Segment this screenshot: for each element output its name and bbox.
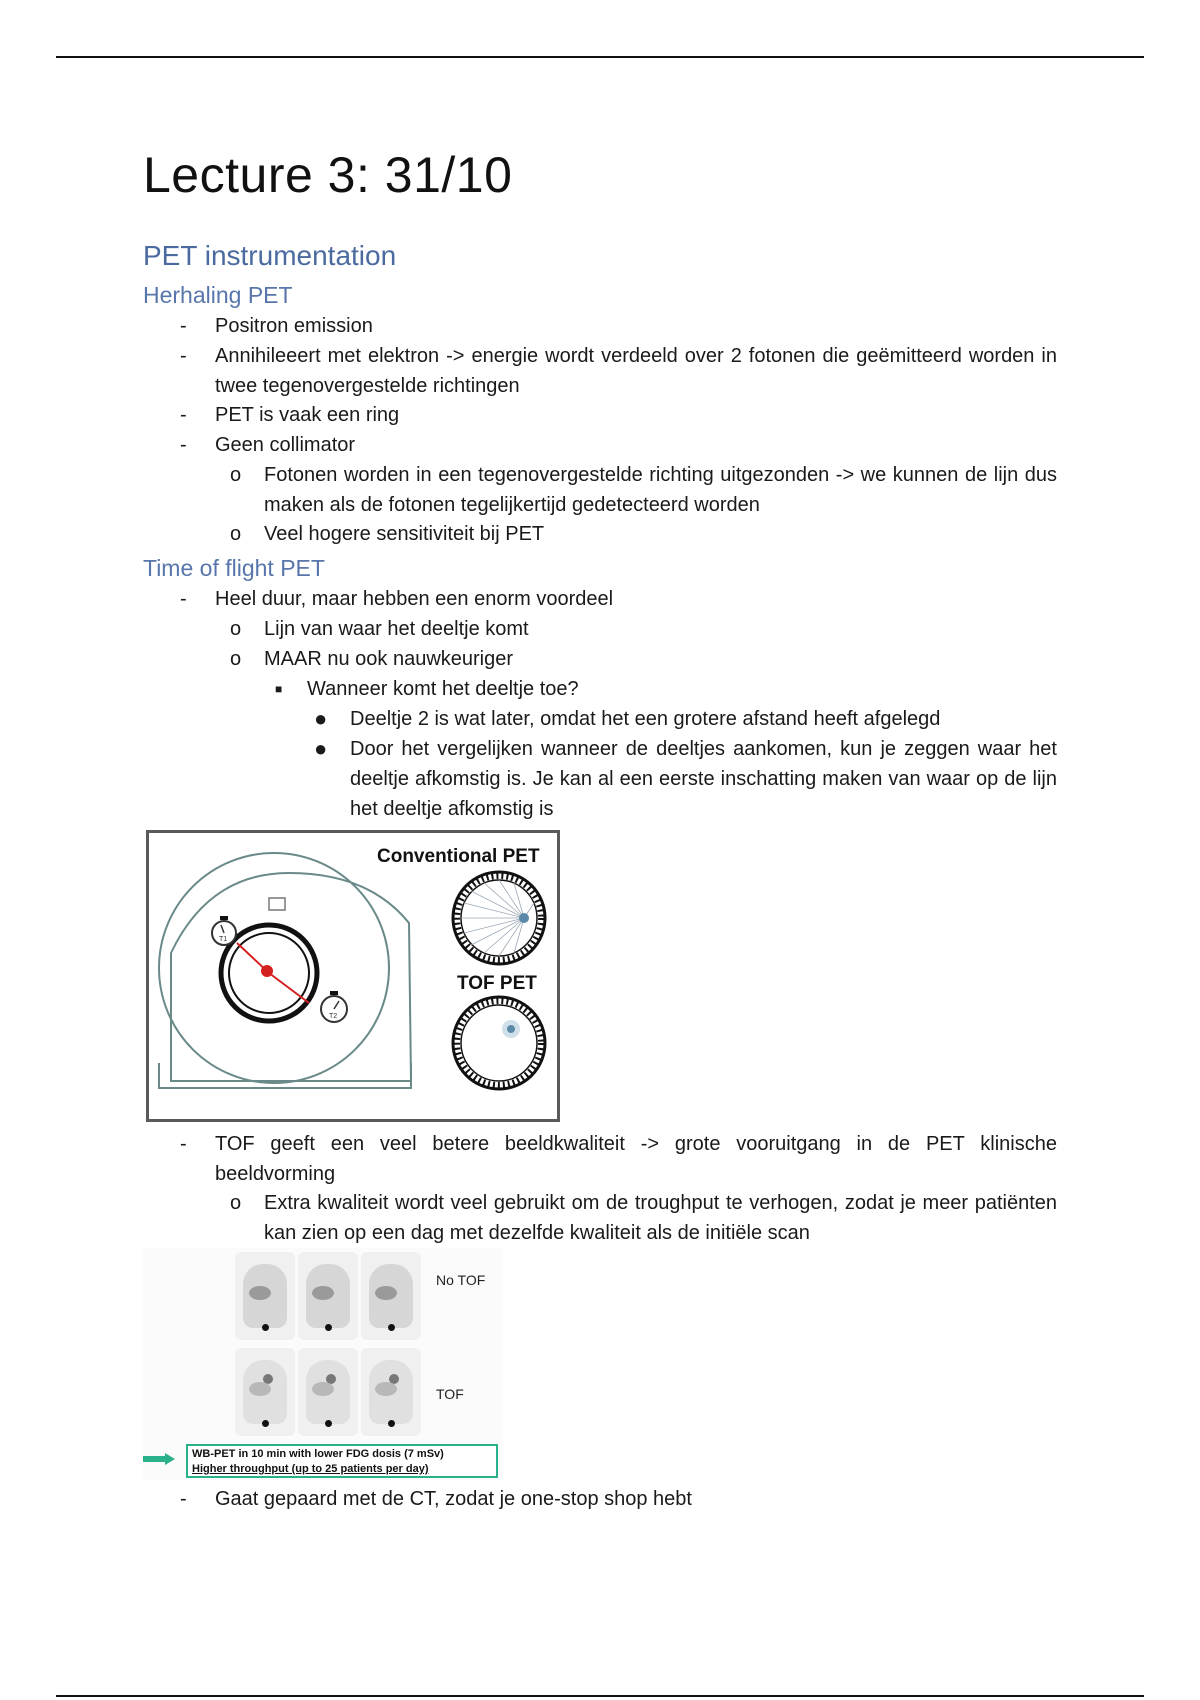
list-item: Gaat gepaard met de CT, zodat je one-stop shop hebt [215, 1488, 692, 1510]
circle-bullet: o [230, 618, 242, 640]
dash-bullet: - [180, 404, 187, 426]
caption-line-2: Higher throughput (up to 25 patients per day) [192, 1463, 429, 1475]
list-item: Door het vergelijken wanneer de deeltjes aankomen, kun je zeggen waar het deeltje afkomstig is. Je kan al een eerste inschatting maken van waar op de lijn het deeltje afkomstig is [350, 738, 1057, 820]
bottom-rule [56, 1695, 1144, 1697]
dot-bullet: ● [314, 736, 328, 761]
list-item: Wanneer komt het deeltje toe? [307, 678, 579, 700]
timer-label-t2: T2 [329, 1013, 338, 1020]
scan-image [361, 1348, 421, 1436]
dash-bullet: - [180, 434, 187, 456]
list-item: Lijn van waar het deeltje komt [264, 618, 529, 640]
caption-line-1: WB-PET in 10 min with lower FDG dosis (7 mSv) [192, 1448, 444, 1460]
scan-image [235, 1252, 295, 1340]
list-item: Positron emission [215, 315, 373, 337]
list-item: Veel hogere sensitiviteit bij PET [264, 523, 545, 545]
scan-image [361, 1252, 421, 1340]
arrow-right-icon [143, 1453, 175, 1465]
circle-bullet: o [230, 464, 242, 486]
section-heading: PET instrumentation [143, 240, 397, 271]
conventional-pet-ring [453, 872, 545, 964]
figure-caption-box [186, 1444, 498, 1478]
dash-bullet: - [180, 1488, 187, 1510]
page-title: Lecture 3: 31/10 [143, 147, 513, 203]
list-item: Heel duur, maar hebben een enorm voordeel [215, 588, 614, 610]
scan-image [235, 1348, 295, 1436]
circle-bullet: o [230, 648, 242, 670]
dash-bullet: - [180, 345, 187, 367]
list-item: Extra kwaliteit wordt veel gebruikt om de troughput te verhogen, zodat je meer patiënten kan zien op een dag met dezelfde kwaliteit als de initiële scan [264, 1192, 1057, 1244]
tof-label: TOF [436, 1386, 464, 1402]
circle-bullet: o [230, 523, 242, 545]
scan-image [298, 1348, 358, 1436]
pet-scanner-figure [146, 830, 560, 1122]
timer-label-t1: T1 [219, 936, 228, 943]
dash-bullet: - [180, 1133, 187, 1155]
dot-bullet: ● [314, 706, 328, 731]
circle-bullet: o [230, 1192, 242, 1214]
dash-bullet: - [180, 588, 187, 610]
list-item: Geen collimator [215, 434, 356, 456]
subsection-heading-tof: Time of flight PET [143, 555, 325, 581]
subsection-heading-herhaling: Herhaling PET [143, 282, 293, 308]
scan-image [298, 1252, 358, 1340]
dash-bullet: - [180, 315, 187, 337]
tof-pet-label: TOF PET [457, 973, 537, 994]
list-item: MAAR nu ook nauwkeuriger [264, 648, 514, 670]
list-item: PET is vaak een ring [215, 404, 400, 426]
conventional-pet-label: Conventional PET [377, 846, 540, 867]
top-rule [56, 56, 1144, 58]
list-item: Annihileeert met elektron -> energie wordt verdeeld over 2 fotonen die geëmitteerd worden in twee tegenovergestelde richtingen [215, 345, 1057, 397]
list-item: Fotonen worden in een tegenovergestelde richting uitgezonden -> we kunnen de lijn dus maken als de fotonen tegelijkertijd gedetecteerd worden [264, 464, 1057, 516]
list-item: TOF geeft een veel betere beeldkwaliteit -> grote vooruitgang in de PET klinische beeldvorming [215, 1133, 1057, 1185]
no-tof-label: No TOF [436, 1272, 486, 1288]
tof-pet-ring [453, 997, 545, 1089]
list-item: Deeltje 2 is wat later, omdat het een grotere afstand heeft afgelegd [350, 708, 941, 730]
square-bullet: ■ [275, 682, 283, 696]
tof-comparison-figure [143, 1248, 503, 1480]
